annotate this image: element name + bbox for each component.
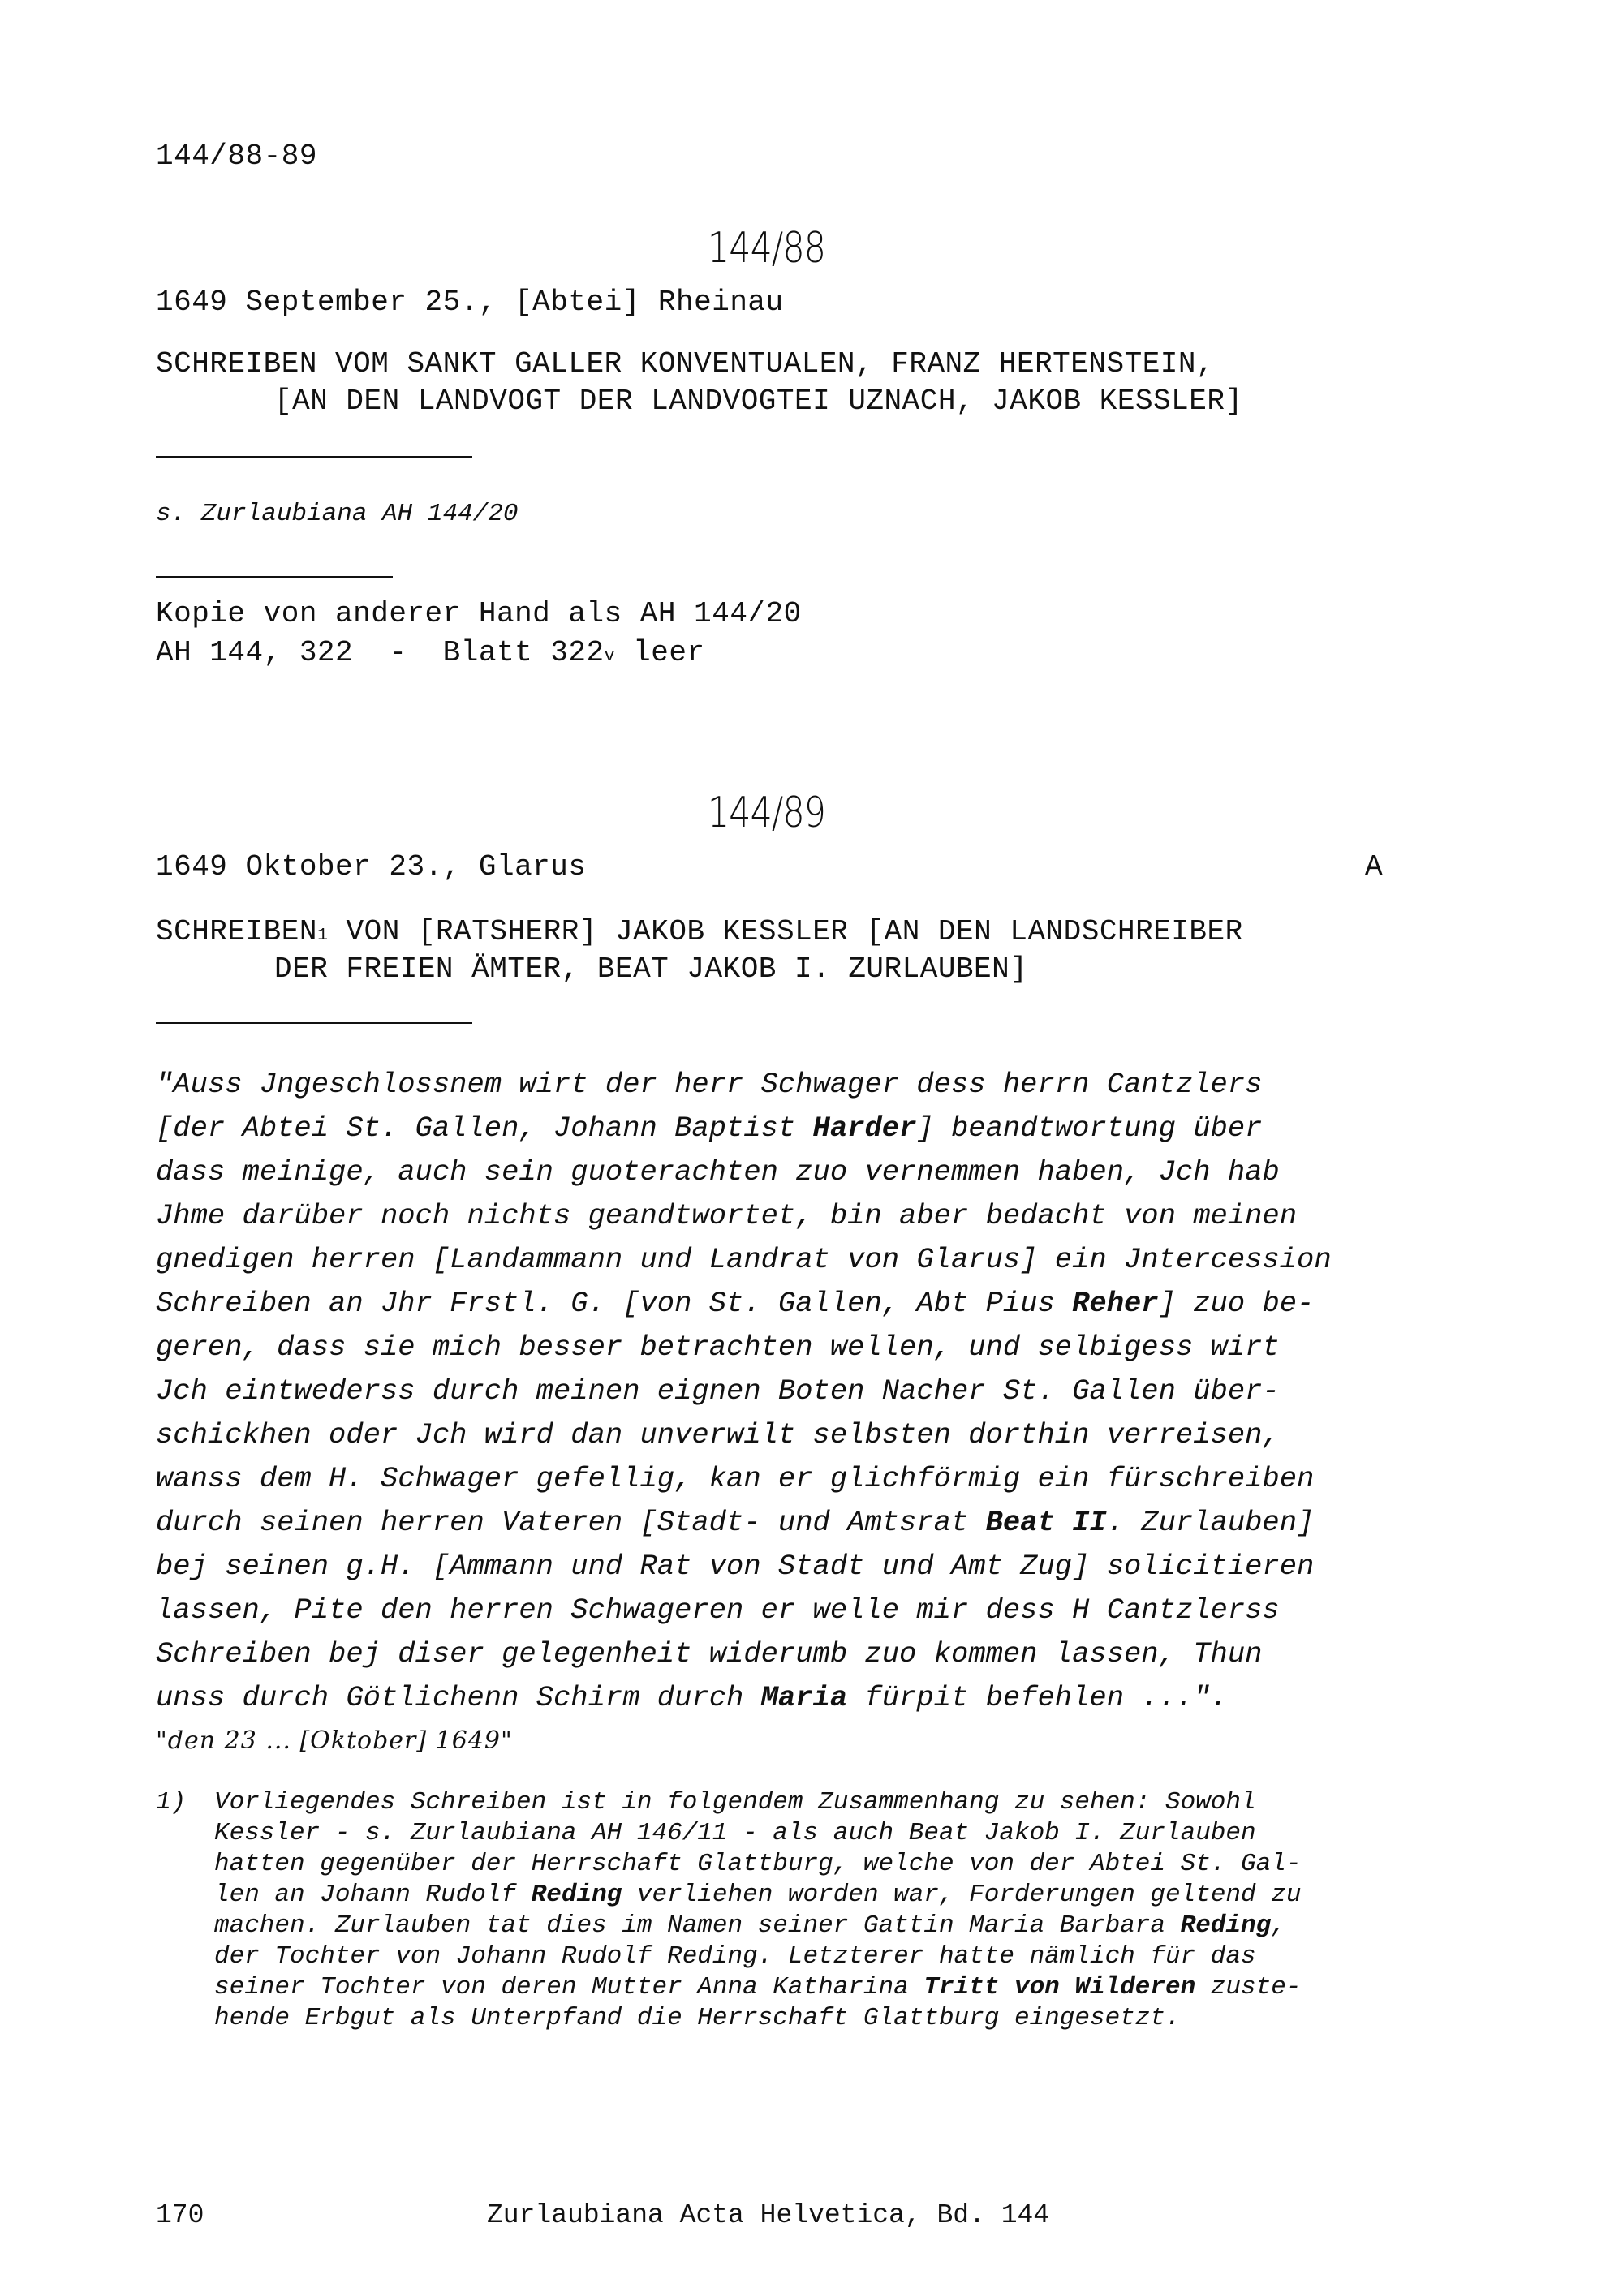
sheet-note-text: AH 144, 322 - Blatt 322 <box>156 636 605 669</box>
document-number-2: 144/89 <box>708 789 826 837</box>
footnote-line: der Tochter von Johann Rudolf Reding. Letzterer hatte nämlich für das <box>214 1942 1256 1971</box>
quote-text: durch seinen herren Vateren [Stadt- und Amtsrat <box>156 1506 986 1539</box>
quote-text: Schreiben an Jhr Frstl. G. [von St. Gallen, Abt Pius <box>156 1287 1073 1320</box>
quote-line: schickhen oder Jch wird dan unverwilt selbsten dorthin verreisen, <box>156 1418 1280 1451</box>
footnote-text: seiner Tochter von deren Mutter Anna Katharina <box>214 1973 924 2001</box>
footnote-text: , <box>1271 1911 1286 1940</box>
title-underline-2 <box>156 1022 472 1024</box>
document-date-place-1: 1649 September 25., [Abtei] Rheinau <box>156 286 784 319</box>
quote-line: gnedigen herren [Landammann und Landrat von Glarus] ein Jntercession <box>156 1243 1332 1276</box>
quote-line: wanss dem H. Schwager gefellig, kan er glichförmig ein fürschreiben <box>156 1462 1315 1495</box>
see-also-reference: s. Zurlaubiana AH 144/20 <box>156 500 519 528</box>
footnote-line: hatten gegenüber der Herrschaft Glattburg, welche von der Abtei St. Gal- <box>214 1850 1302 1878</box>
footnote-line <box>214 1911 1286 1940</box>
footnote-text: zuste- <box>1195 1973 1302 2001</box>
footnote-name-bold: Tritt von Wilderen <box>923 1973 1196 2001</box>
quote-name-bold: Reher <box>1072 1287 1159 1320</box>
footnote-line: Kessler - s. Zurlaubiana AH 146/11 - als auch Beat Jakob I. Zurlauben <box>214 1819 1256 1847</box>
quote-line: lassen, Pite den herren Schwageren er welle mir dess H Cantzlerss <box>156 1593 1280 1627</box>
title-2-rest: VON [RATSHERR] JAKOB KESSLER [AN DEN LANDSCHREIBER <box>328 915 1243 948</box>
quote-name-bold: Beat II <box>985 1506 1107 1539</box>
copy-note: Kopie von anderer Hand als AH 144/20 <box>156 597 802 630</box>
document-title-1-line2: [AN DEN LANDVOGT DER LANDVOGTEI UZNACH, JAKOB KESSLER] <box>274 385 1243 418</box>
footnote-text: machen. Zurlauben tat dies im Namen seiner Gattin Maria Barbara <box>214 1911 1181 1940</box>
document-marker: A <box>1365 850 1384 884</box>
footnote-name-bold: Reding <box>1180 1911 1272 1940</box>
footnote-reference: 1 <box>316 926 329 945</box>
quote-name-bold: Harder <box>812 1111 917 1145</box>
quote-text: [der Abtei St. Gallen, Johann Baptist <box>156 1111 813 1145</box>
quote-text: fürpit befehlen ...". <box>847 1681 1228 1714</box>
document-title-2-line1 <box>156 915 1243 948</box>
document-number-1: 144/88 <box>708 224 826 273</box>
quote-line: geren, dass sie mich besser betrachten wellen, und selbigess wirt <box>156 1331 1280 1364</box>
quote-line <box>156 1506 1314 1539</box>
quote-text: ] beandtwortung über <box>916 1111 1263 1145</box>
document-title-2-line2: DER FREIEN ÄMTER, BEAT JAKOB I. ZURLAUBEN] <box>274 952 1028 986</box>
sheet-note-verso: v <box>604 647 616 666</box>
quote-line <box>156 1287 1314 1320</box>
footnote-text: len an Johann Rudolf <box>214 1881 532 1909</box>
sheet-note-empty: leer <box>615 636 705 669</box>
quote-line: "Auss Jngeschlossnem wirt der herr Schwager dess herrn Cantzlers <box>156 1068 1263 1101</box>
quote-line: dass meinige, auch sein guoterachten zuo vernemmen haben, Jch hab <box>156 1155 1280 1189</box>
footnote-line: hende Erbgut als Unterpfand die Herrschaft Glattburg eingesetzt. <box>214 2004 1181 2032</box>
quote-line: Schreiben bej diser gelegenheit widerumb zuo kommen lassen, Thun <box>156 1637 1263 1670</box>
quote-line: bej seinen g.H. [Ammann und Rat von Stadt und Amt Zug] solicitieren <box>156 1550 1315 1583</box>
page-reference: 144/88-89 <box>156 140 317 173</box>
document-date-place-2: 1649 Oktober 23., Glarus <box>156 850 587 884</box>
sheet-note <box>156 636 705 669</box>
document-title-1-line1: SCHREIBEN VOM SANKT GALLER KONVENTUALEN, FRANZ HERTENSTEIN, <box>156 347 1215 381</box>
quote-line <box>156 1681 1228 1714</box>
footnote-marker: 1) <box>156 1788 187 1817</box>
quote-text: unss durch Götlichenn Schirm durch <box>156 1681 761 1714</box>
quote-text: . Zurlauben] <box>1106 1506 1315 1539</box>
quote-line: Jhme darüber noch nichts geandtwortet, bin aber bedacht von meinen <box>156 1199 1298 1232</box>
footnote-text: verliehen worden war, Forderungen geltend zu <box>622 1881 1302 1909</box>
note-separator <box>156 576 393 578</box>
handwritten-date: "den 23 ... [Oktober] 1649" <box>156 1726 513 1755</box>
quote-line <box>156 1111 1262 1145</box>
title-underline-1 <box>156 456 472 458</box>
footnote-line <box>214 1973 1301 2001</box>
footnote-line <box>214 1881 1301 1909</box>
title-2-word: SCHREIBEN <box>156 915 317 948</box>
quote-name-bold: Maria <box>760 1681 848 1714</box>
quote-text: ] zuo be- <box>1158 1287 1315 1320</box>
footnote-line: Vorliegendes Schreiben ist in folgendem Zusammenhang zu sehen: Sowohl <box>214 1788 1256 1817</box>
quote-line: Jch eintwederss durch meinen eignen Boten Nacher St. Gallen über- <box>156 1374 1280 1408</box>
footnote-name-bold: Reding <box>531 1881 622 1909</box>
page-number: 170 <box>156 2200 204 2230</box>
publication-title: Zurlaubiana Acta Helvetica, Bd. 144 <box>487 2200 1050 2230</box>
